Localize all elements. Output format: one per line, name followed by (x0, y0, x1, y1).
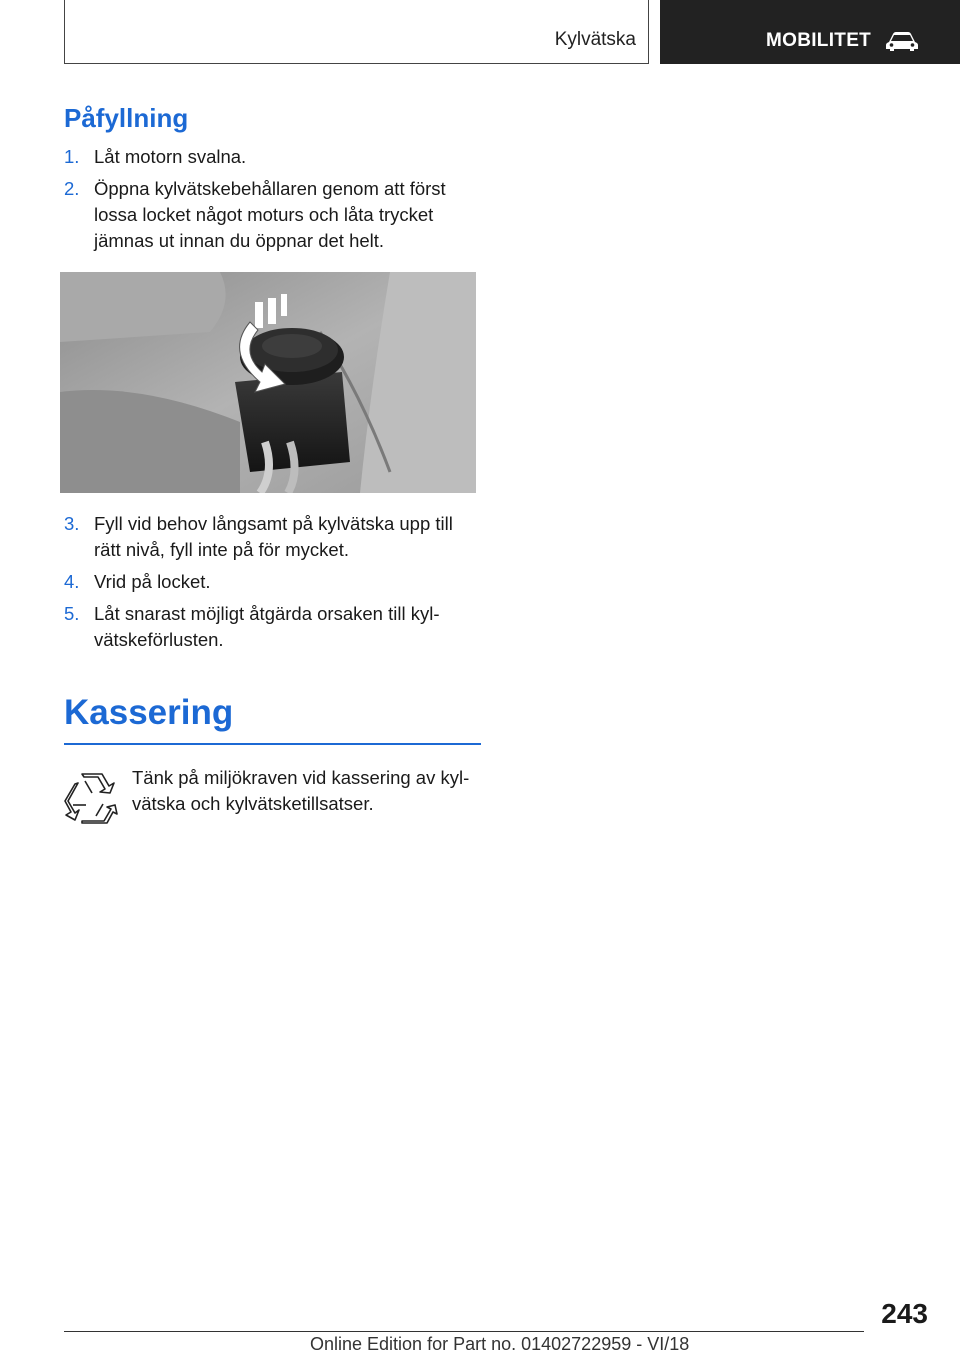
step-number: 4. (64, 571, 80, 592)
step-number: 3. (64, 513, 80, 534)
footer-edition: Online Edition for Part no. 01402722959 - VI/18 (310, 1334, 690, 1354)
car-icon (885, 30, 919, 52)
step-text: Låt motorn svalna. (94, 146, 247, 167)
coolant-reservoir-photo (60, 272, 476, 493)
chapter-title: Kylvätska (554, 29, 636, 50)
header-section-tab (660, 0, 960, 64)
page-content (64, 100, 481, 825)
disposal-text: Tänk på miljökraven vid kassering av kyl- vätska och kylvätsketillsatser. (132, 767, 470, 814)
header-chapter-box (64, 0, 649, 64)
recycle-icon (64, 771, 118, 825)
disposal-heading: Kassering (64, 691, 481, 745)
refill-heading: Påfyllning (64, 103, 189, 133)
list-item (64, 511, 481, 563)
step-number: 5. (64, 603, 80, 624)
section-title: MOBILITET (766, 30, 872, 51)
refill-steps-after (64, 511, 481, 653)
refill-steps-before (64, 144, 481, 254)
step-text: Öppna kylvätskebehållaren genom att först lossa locket något moturs och låta trycket jämnas ut innan du öppnar det helt. (94, 178, 446, 251)
footer-divider (64, 1331, 864, 1332)
list-item (64, 176, 481, 254)
step-text: Fyll vid behov långsamt på kylvätska upp till rätt nivå, fyll inte på för mycket. (94, 513, 453, 560)
list-item (64, 144, 481, 170)
step-text: Låt snarast möjligt åtgärda orsaken till kyl- vätskeförlusten. (94, 603, 440, 650)
disposal-note (64, 765, 481, 825)
step-number: 1. (64, 146, 80, 167)
step-text: Vrid på locket. (94, 571, 211, 592)
page-number: 243 (881, 1298, 928, 1329)
list-item (64, 569, 481, 595)
step-number: 2. (64, 178, 80, 199)
list-item (64, 601, 481, 653)
